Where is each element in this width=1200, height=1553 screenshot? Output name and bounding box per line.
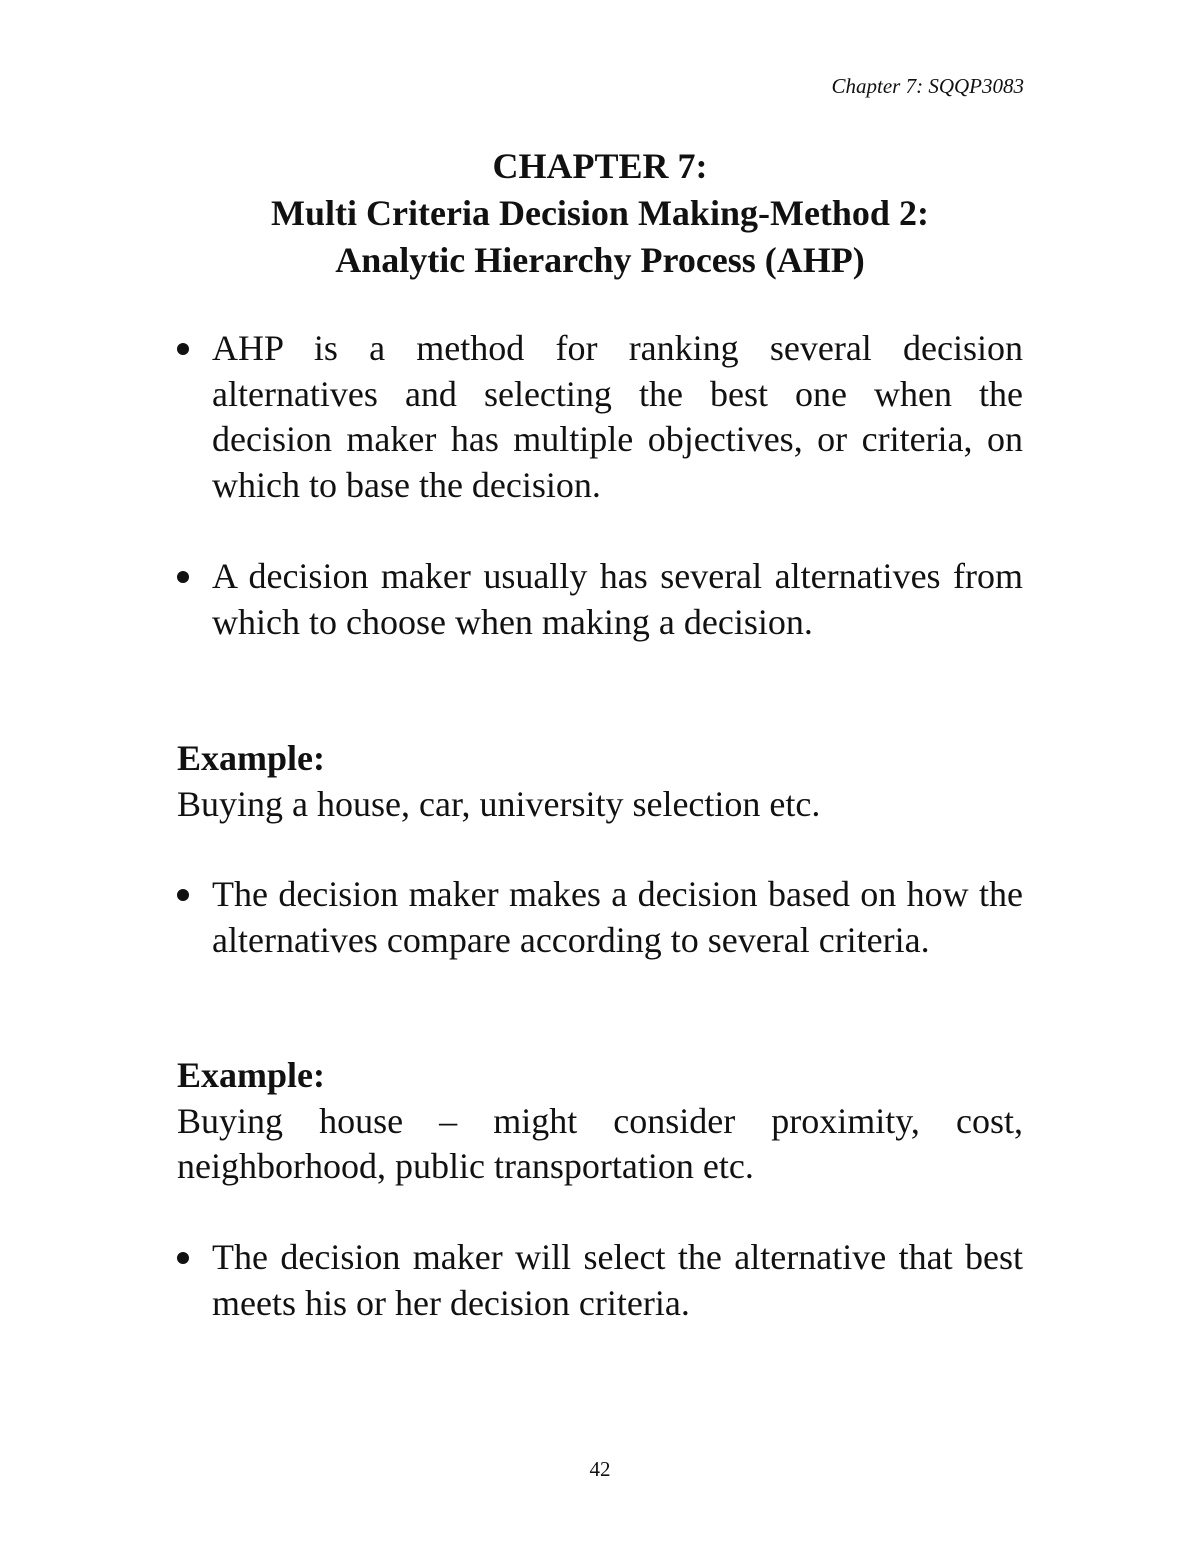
bullet-alternatives bbox=[177, 554, 1023, 645]
bullet-text: The decision maker makes a decision based on how the alternatives compare according to several criteria. bbox=[212, 874, 1023, 960]
page-number: 42 bbox=[589, 1457, 611, 1481]
bullet-ahp-definition bbox=[177, 326, 1023, 508]
example-text-line: neighborhood, public transportation etc. bbox=[177, 1146, 754, 1186]
bullet-icon bbox=[177, 1252, 189, 1264]
example-heading: Example: bbox=[177, 1055, 325, 1095]
chapter-subtitle: Multi Criteria Decision Making-Method 2: bbox=[271, 193, 929, 233]
chapter-topic: Analytic Hierarchy Process (AHP) bbox=[335, 240, 865, 280]
bullet-icon bbox=[177, 571, 189, 583]
example-block-1 bbox=[177, 736, 1023, 827]
bullet-icon bbox=[177, 343, 189, 355]
running-head: Chapter 7: SQQP3083 bbox=[831, 74, 1024, 98]
example-text-line: Buying house – might consider proximity, cost, bbox=[177, 1100, 1023, 1141]
bullet-text: The decision maker will select the alternative that best meets his or her decision criteria. bbox=[212, 1237, 1023, 1323]
bullet-text: AHP is a method for ranking several decision alternatives and selecting the best one when the decision maker has multiple objectives, or criteria, on which to base the decision. bbox=[212, 328, 1023, 505]
example-block-2 bbox=[177, 1053, 1023, 1190]
bullet-compare-criteria bbox=[177, 872, 1023, 963]
chapter-title bbox=[0, 143, 1200, 284]
bullet-text: A decision maker usually has several alternatives from which to choose when making a decision. bbox=[212, 556, 1023, 642]
bullet-select-best bbox=[177, 1235, 1023, 1326]
example-heading: Example: bbox=[177, 738, 325, 778]
example-text: Buying a house, car, university selection etc. bbox=[177, 783, 821, 824]
chapter-number: CHAPTER 7: bbox=[492, 146, 708, 186]
bullet-icon bbox=[177, 889, 189, 901]
